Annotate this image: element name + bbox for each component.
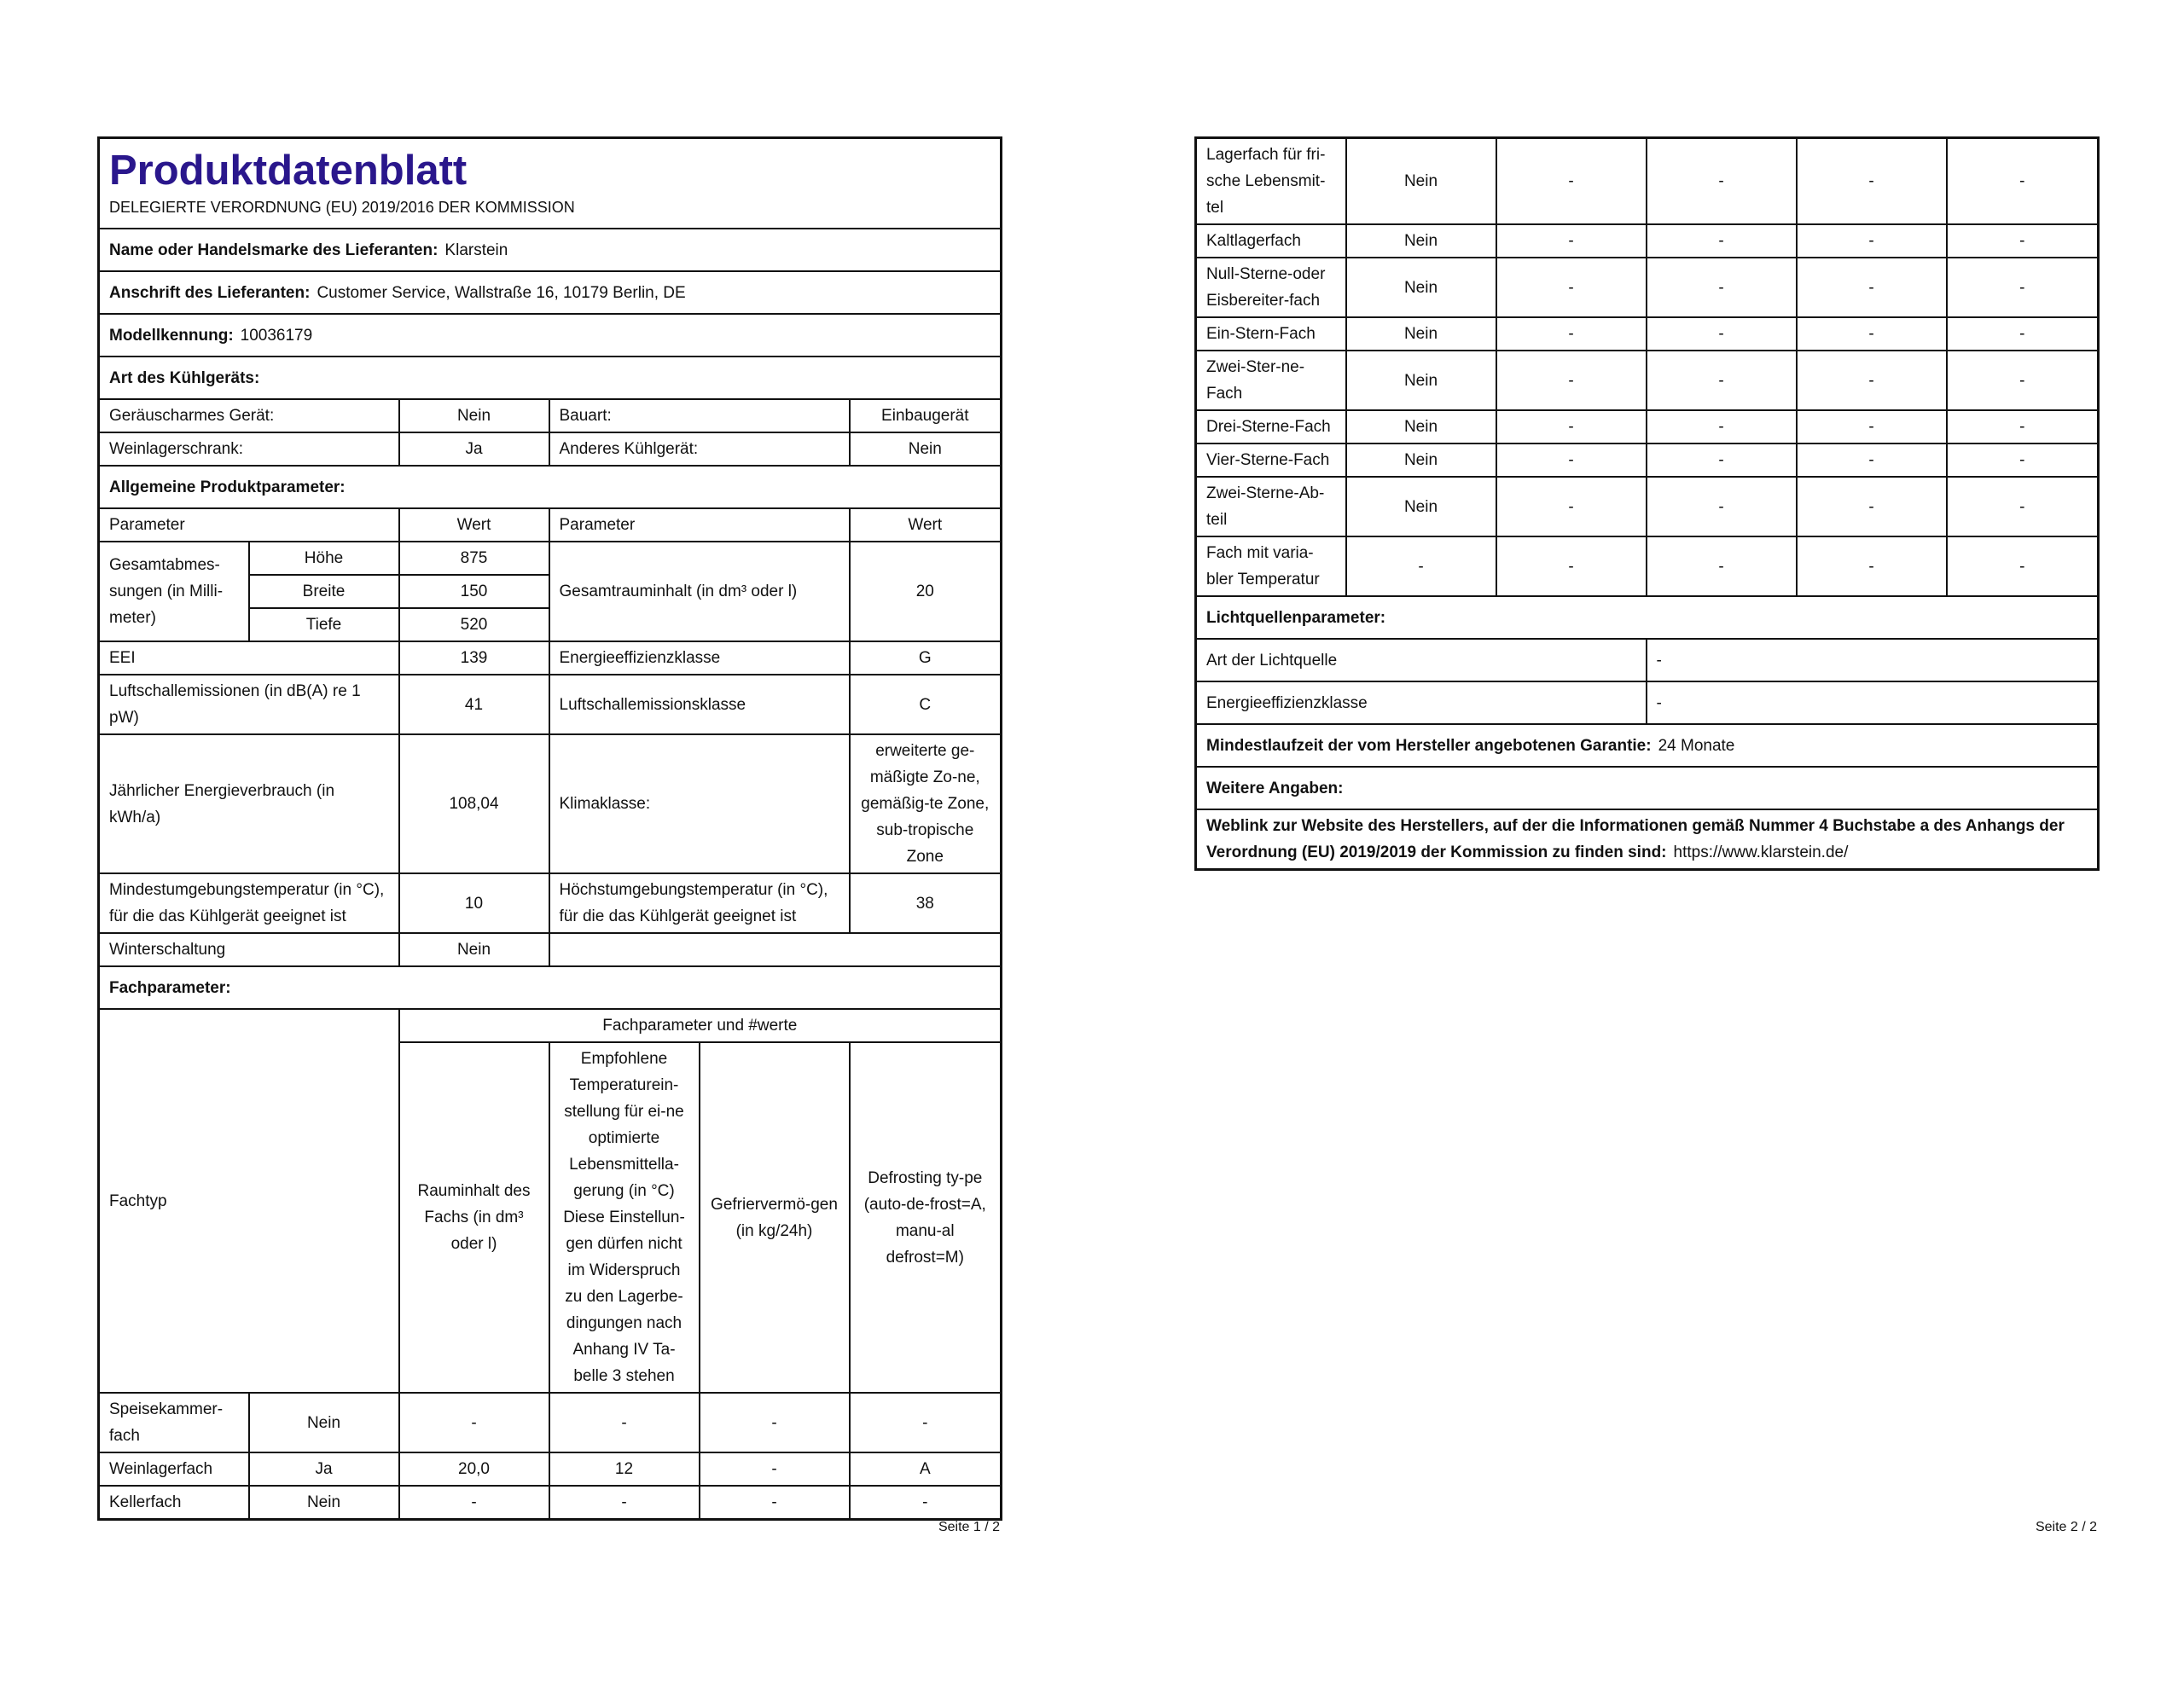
compartment-volume: -: [1496, 138, 1647, 225]
compartment-freezing: -: [1797, 138, 1947, 225]
compartment-parameters-header: Fachparameter:: [99, 966, 1002, 1009]
column-header-parameter: Parameter: [99, 508, 399, 542]
compartment-present: Nein: [1346, 477, 1496, 536]
dimensions-label: Gesamtabmes-sungen (in Milli-meter): [99, 542, 249, 641]
page-number: Seite 1 / 2: [938, 1520, 1000, 1534]
model-row: [99, 314, 1002, 357]
column-header-parameter: Parameter: [549, 508, 850, 542]
compartment-volume-header: Rauminhalt des Fachs (in dm³ oder l): [399, 1042, 549, 1393]
table-row: [99, 1393, 1002, 1452]
compartment-defrost: -: [1947, 224, 2099, 258]
compartment-volume: -: [1496, 351, 1647, 410]
compartment-present: Ja: [249, 1452, 399, 1486]
compartment-volume: -: [399, 1393, 549, 1452]
table-row: [1196, 351, 2099, 410]
compartment-name: Kellerfach: [99, 1486, 249, 1520]
winter-setting-label: Winterschaltung: [99, 933, 399, 966]
table-row: [1196, 224, 2099, 258]
type-label: Geräuscharmes Gerät:: [99, 399, 399, 432]
compartment-temperature: -: [1647, 258, 1797, 317]
compartment-temperature: -: [1647, 536, 1797, 596]
compartment-name: Lagerfach für fri-sche Lebensmit-tel: [1196, 138, 1346, 225]
light-source-type-label: Art der Lichtquelle: [1196, 639, 1647, 681]
energy-consumption-value: 108,04: [399, 734, 549, 873]
compartment-name: Zwei-Ster-ne-Fach: [1196, 351, 1346, 410]
compartment-freezing: -: [700, 1486, 850, 1520]
table-row: [1196, 477, 2099, 536]
compartment-volume: -: [1496, 536, 1647, 596]
compartment-temperature: -: [1647, 477, 1797, 536]
dimension-depth-value: 520: [399, 608, 549, 641]
compartment-freezing: -: [1797, 351, 1947, 410]
general-parameters-header: Allgemeine Produktparameter:: [99, 466, 1002, 508]
compartment-name: Ein-Stern-Fach: [1196, 317, 1346, 351]
warranty-value: 24 Monate: [1658, 736, 1735, 755]
compartment-freezing: -: [1797, 477, 1947, 536]
compartment-temperature: -: [1647, 317, 1797, 351]
dimension-height-label: Höhe: [249, 542, 399, 575]
compartment-defrost: -: [1947, 410, 2099, 443]
dimension-width-value: 150: [399, 575, 549, 608]
compartment-defrost: -: [850, 1393, 1002, 1452]
compartment-present: Nein: [1346, 410, 1496, 443]
table-row: [1196, 138, 2099, 225]
compartment-present: Nein: [1346, 443, 1496, 477]
compartment-temperature: -: [1647, 443, 1797, 477]
model-value: 10036179: [240, 326, 313, 345]
compartment-volume: -: [1496, 224, 1647, 258]
compartment-temperature: -: [1647, 410, 1797, 443]
compartment-present: Nein: [249, 1486, 399, 1520]
compartment-freezing: -: [1797, 410, 1947, 443]
compartment-freezing: -: [700, 1393, 850, 1452]
empty-cell: [549, 933, 1002, 966]
compartment-volume: 20,0: [399, 1452, 549, 1486]
compartment-defrost: -: [1947, 317, 2099, 351]
warranty-row: [1196, 724, 2099, 767]
weblink-row: [1196, 809, 2099, 870]
winter-setting-value: Nein: [399, 933, 549, 966]
product-data-sheet-table: [97, 136, 1002, 1521]
compartment-defrost: -: [850, 1486, 1002, 1520]
table-row: [1196, 536, 2099, 596]
energy-class-value: G: [850, 641, 1002, 675]
page-1: [97, 136, 1000, 1534]
climate-class-value: erweiterte ge-mäßigte Zo-ne, gemäßig-te Zone, sub-tropische Zone: [850, 734, 1002, 873]
address-label: Anschrift des Lieferanten:: [109, 283, 311, 302]
compartment-temperature: 12: [549, 1452, 700, 1486]
compartment-present: Nein: [1346, 317, 1496, 351]
compartment-defrost: -: [1947, 138, 2099, 225]
max-temperature-value: 38: [850, 873, 1002, 933]
compartment-volume: -: [1496, 258, 1647, 317]
compartment-defrost: -: [1947, 443, 2099, 477]
compartment-present: -: [1346, 536, 1496, 596]
compartment-freezing: -: [1797, 536, 1947, 596]
compartment-name: Zwei-Sterne-Ab-teil: [1196, 477, 1346, 536]
compartment-volume: -: [1496, 410, 1647, 443]
address-value: Customer Service, Wallstraße 16, 10179 Berlin, DE: [317, 283, 686, 302]
supplier-label: Name oder Handelsmarke des Lieferanten:: [109, 241, 439, 259]
climate-class-label: Klimaklasse:: [549, 734, 850, 873]
compartment-continuation-table: [1194, 136, 2100, 871]
weblink-label: Weblink zur Website des Herstellers, auf der die Informationen gemäß Nummer 4 Buchstabe a des Anhangs der Verordnung (EU) 2019/2019 der Kommission zu finden sind:: [1206, 817, 2065, 861]
page-number: Seite 2 / 2: [2035, 1520, 2097, 1534]
energy-class-label: Energieeffizienzklasse: [549, 641, 850, 675]
page-title: Produktdatenblatt: [109, 148, 468, 194]
compartment-defrost: -: [1947, 477, 2099, 536]
eei-label: EEI: [99, 641, 399, 675]
compartment-name: Kaltlagerfach: [1196, 224, 1346, 258]
noise-class-value: C: [850, 675, 1002, 734]
compartment-present: Nein: [1346, 258, 1496, 317]
compartment-volume: -: [399, 1486, 549, 1520]
page-2: [1194, 136, 2097, 1534]
compartment-present: Nein: [1346, 224, 1496, 258]
further-info-header: Weitere Angaben:: [1196, 767, 2099, 809]
volume-label: Gesamtrauminhalt (in dm³ oder l): [549, 542, 850, 641]
column-header-value: Wert: [850, 508, 1002, 542]
min-temperature-value: 10: [399, 873, 549, 933]
table-row: [99, 1452, 1002, 1486]
max-temperature-label: Höchstumgebungstemperatur (in °C), für die das Kühlgerät geeignet ist: [549, 873, 850, 933]
energy-consumption-label: Jährlicher Energieverbrauch (in kWh/a): [99, 734, 399, 873]
compartment-name: Null-Sterne-oder Eisbereiter-fach: [1196, 258, 1346, 317]
light-source-header: Lichtquellenparameter:: [1196, 596, 2099, 639]
light-energy-class-value: -: [1647, 681, 2099, 724]
table-row: [1196, 443, 2099, 477]
compartment-freezing: -: [1797, 443, 1947, 477]
table-row: [99, 1486, 1002, 1520]
compartment-defrost: A: [850, 1452, 1002, 1486]
compartment-volume: -: [1496, 443, 1647, 477]
address-row: [99, 271, 1002, 314]
compartment-freezing: -: [1797, 224, 1947, 258]
min-temperature-label: Mindestumgebungstemperatur (in °C), für die das Kühlgerät geeignet ist: [99, 873, 399, 933]
type-value: Nein: [399, 399, 549, 432]
compartment-temperature: -: [549, 1486, 700, 1520]
compartment-name: Weinlagerfach: [99, 1452, 249, 1486]
compartment-present: Nein: [1346, 351, 1496, 410]
compartment-freezing: -: [1797, 317, 1947, 351]
compartment-freezing: -: [700, 1452, 850, 1486]
type-value: Nein: [850, 432, 1002, 466]
weblink-value[interactable]: https://www.klarstein.de/: [1673, 844, 1849, 861]
type-label: Weinlagerschrank:: [99, 432, 399, 466]
compartment-temperature: -: [1647, 138, 1797, 225]
compartment-name: Drei-Sterne-Fach: [1196, 410, 1346, 443]
compartment-group-header: Fachparameter und #werte: [399, 1009, 1002, 1042]
type-value: Ja: [399, 432, 549, 466]
header-cell: [99, 138, 1002, 229]
dimension-height-value: 875: [399, 542, 549, 575]
compartment-freezing-header: Gefriervermö-gen (in kg/24h): [700, 1042, 850, 1393]
compartment-defrost: -: [1947, 536, 2099, 596]
compartment-defrost-header: Defrosting ty-pe (auto-de-frost=A, manu-al defrost=M): [850, 1042, 1002, 1393]
warranty-label: Mindestlaufzeit der vom Hersteller angebotenen Garantie:: [1206, 736, 1652, 755]
type-label: Bauart:: [549, 399, 850, 432]
compartment-present: Nein: [249, 1393, 399, 1452]
table-row: [1196, 258, 2099, 317]
compartment-present: Nein: [1346, 138, 1496, 225]
light-energy-class-label: Energieeffizienzklasse: [1196, 681, 1647, 724]
table-row: [1196, 410, 2099, 443]
table-row: [1196, 317, 2099, 351]
noise-label: Luftschallemissionen (in dB(A) re 1 pW): [99, 675, 399, 734]
dimension-depth-label: Tiefe: [249, 608, 399, 641]
column-header-value: Wert: [399, 508, 549, 542]
compartment-temperature-header: Empfohlene Temperaturein-stellung für ei-ne optimierte Lebensmittella-gerung (in °C) Diese Einstellun-gen dürfen nicht im Widerspruch zu den Lagerbe-dingungen nach Anhang IV Ta-belle 3 stehen: [549, 1042, 700, 1393]
supplier-row: [99, 229, 1002, 271]
compartment-freezing: -: [1797, 258, 1947, 317]
compartment-defrost: -: [1947, 351, 2099, 410]
compartment-name: Speisekammer-fach: [99, 1393, 249, 1452]
compartment-name: Fach mit varia-bler Temperatur: [1196, 536, 1346, 596]
compartment-name: Vier-Sterne-Fach: [1196, 443, 1346, 477]
type-label: Anderes Kühlgerät:: [549, 432, 850, 466]
supplier-value: Klarstein: [444, 241, 508, 259]
dimension-width-label: Breite: [249, 575, 399, 608]
compartment-temperature: -: [1647, 351, 1797, 410]
regulation-subtitle: DELEGIERTE VERORDNUNG (EU) 2019/2016 DER KOMMISSION: [109, 199, 575, 216]
type-value: Einbaugerät: [850, 399, 1002, 432]
compartment-defrost: -: [1947, 258, 2099, 317]
model-label: Modellkennung:: [109, 326, 234, 345]
compartment-volume: -: [1496, 317, 1647, 351]
noise-class-label: Luftschallemissionsklasse: [549, 675, 850, 734]
compartment-temperature: -: [1647, 224, 1797, 258]
volume-value: 20: [850, 542, 1002, 641]
compartment-volume: -: [1496, 477, 1647, 536]
compartment-temperature: -: [549, 1393, 700, 1452]
noise-value: 41: [399, 675, 549, 734]
light-source-type-value: -: [1647, 639, 2099, 681]
appliance-type-header: Art des Kühlgeräts:: [99, 357, 1002, 399]
eei-value: 139: [399, 641, 549, 675]
compartment-type-label: Fachtyp: [99, 1009, 399, 1393]
